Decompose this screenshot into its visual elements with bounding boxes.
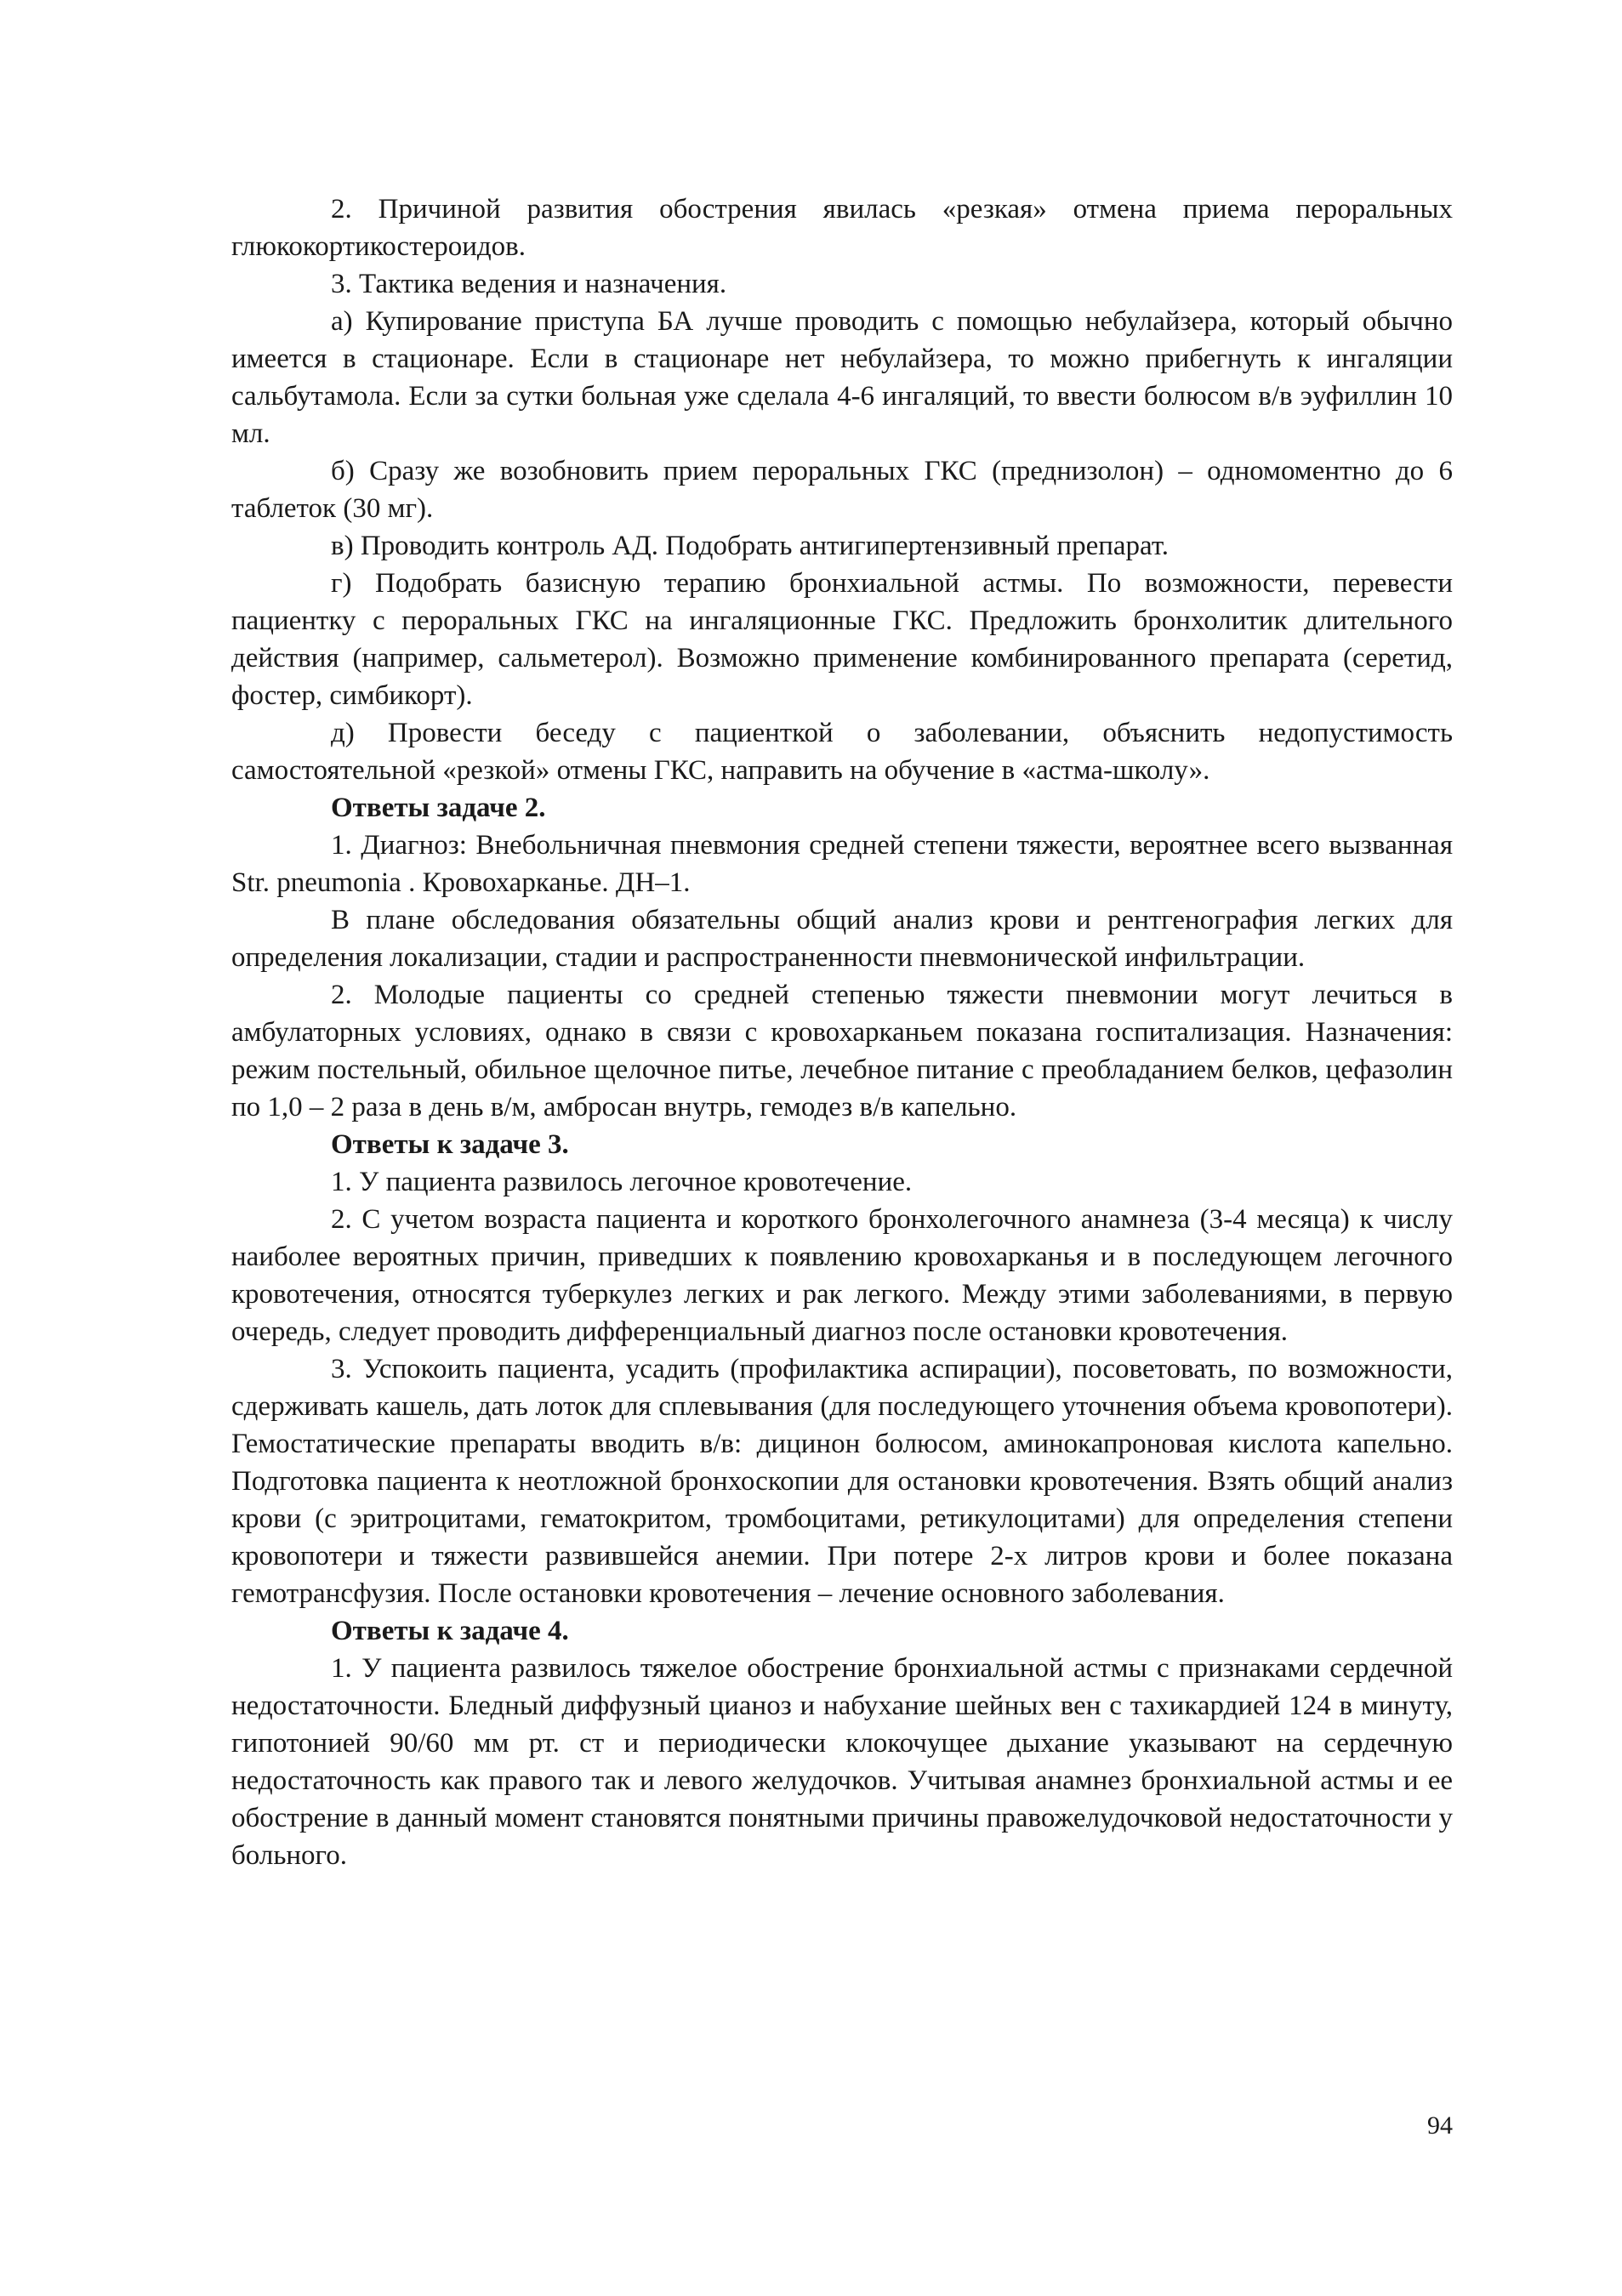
paragraph: 2. С учетом возраста пациента и короткого бронхолегочного анамнеза (3-4 месяца) к числу наиболее вероятных причин, приведших к появлению кровохарканья и в последующем легочного кровотечения, относятся туберкулез легких и рак легкого. Между этими заболеваниями, в первую очередь, следует проводить дифференциальный диагноз после остановки кровотечения. xyxy=(231,1204,1453,1347)
paragraph: В плане обследования обязательны общий анализ крови и рентгенография легких для определения локализации, стадии и распространенности пневмонической инфильтрации. xyxy=(231,905,1453,973)
paragraph: 3. Успокоить пациента, усадить (профилактика аспирации), посоветовать, по возможности, сдерживать кашель, дать лоток для сплевывания (для последующего уточнения объема кровопотери). Гемостатические препараты вводить в/в: дицинон болюсом, аминокапроновая кислота капельно. Подготовка пациента к неотложной бронхоскопии для остановки кровотечения. Взять общий анализ крови (с эритроцитами, гематокритом, тромбоцитами, ретикулоцитами) для определения степени кровопотери и тяжести развившейся анемии. При потере 2-х литров крови и более показана гемотрансфузия. После остановки кровотечения – лечение основного заболевания. xyxy=(231,1354,1453,1609)
section-heading: Ответы к задаче 3. xyxy=(331,1129,569,1160)
paragraph: 2. Причиной развития обострения явилась «резкая» отмена приема пероральных глюкокортикостероидов. xyxy=(231,194,1453,262)
paragraph: 3. Тактика ведения и назначения. xyxy=(331,269,727,299)
section-heading: Ответы задаче 2. xyxy=(331,793,546,823)
paragraph: в) Проводить контроль АД. Подобрать антигипертензивный препарат. xyxy=(331,531,1170,561)
page-number: 94 xyxy=(1427,2111,1453,2140)
paragraph: 1. У пациента развилось тяжелое обострение бронхиальной астмы с признаками сердечной недостаточности. Бледный диффузный цианоз и набухание шейных вен с тахикардией 124 в минуту, гипотонией 90/60 мм рт. ст и периодически клокочущее дыхание указывают на сердечную недостаточность как правого так и левого желудочков. Учитывая анамнез бронхиальной астмы и ее обострение в данный момент становятся понятными причины правожелудочковой недостаточности у больного. xyxy=(231,1653,1453,1871)
section-heading: Ответы к задаче 4. xyxy=(331,1616,569,1646)
paragraph: 2. Молодые пациенты со средней степенью тяжести пневмонии могут лечиться в амбулаторных условиях, однако в связи с кровохарканьем показана госпитализация. Назначения: режим постельный, обильное щелочное питье, лечебное питание с преобладанием белков, цефазолин по 1,0 – 2 раза в день в/м, амбросан внутрь, гемодез в/в капельно. xyxy=(231,980,1453,1122)
paragraph: д) Провести беседу с пациенткой о заболевании, объяснить недопустимость самостоятельной «резкой» отмены ГКС, направить на обучение в «астма-школу». xyxy=(231,718,1453,786)
page-body xyxy=(231,190,1453,1874)
paragraph: г) Подобрать базисную терапию бронхиальной астмы. По возможности, перевести пациентку с пероральных ГКС на ингаляционные ГКС. Предложить бронхолитик длительного действия (например, сальметерол). Возможно применение комбинированного препарата (серетид, фостер, симбикорт). xyxy=(231,568,1453,711)
paragraph: 1. У пациента развилось легочное кровотечение. xyxy=(331,1167,913,1197)
paragraph: 1. Диагноз: Внебольничная пневмония средней степени тяжести, вероятнее всего вызванная Str. pneumonia . Кровохарканье. ДН–1. xyxy=(231,830,1453,898)
paragraph: а) Купирование приступа БА лучше проводить с помощью небулайзера, который обычно имеется в стационаре. Если в стационаре нет небулайзера, то можно прибегнуть к ингаляции сальбутамола. Если за сутки больная уже сделала 4-6 ингаляций, то ввести болюсом в/в эуфиллин 10 мл. xyxy=(231,306,1453,449)
paragraph: б) Сразу же возобновить прием пероральных ГКС (преднизолон) – одномоментно до 6 таблеток (30 мг). xyxy=(231,456,1453,524)
